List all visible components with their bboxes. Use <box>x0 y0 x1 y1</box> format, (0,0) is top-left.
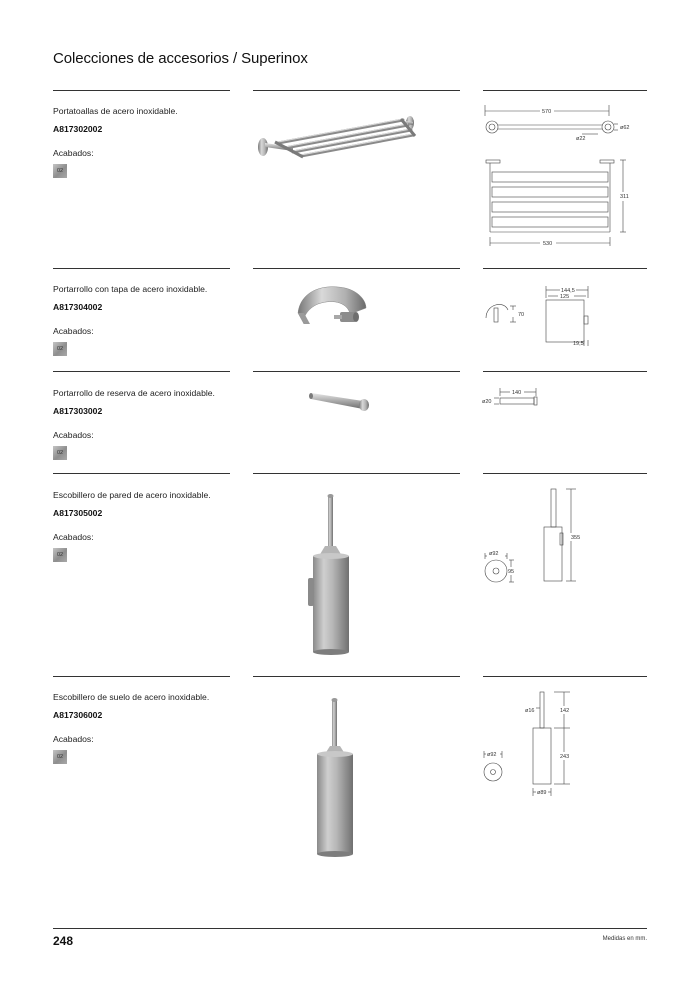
towel-rack-drawing <box>480 100 640 260</box>
divider <box>253 268 460 269</box>
product-code: A817306002 <box>53 710 103 720</box>
dim-label: 311 <box>620 194 629 200</box>
divider <box>253 473 460 474</box>
wall-brush-holder-drawing <box>480 485 600 595</box>
dim-label: 70 <box>518 312 525 318</box>
dim-label: 570 <box>542 109 552 115</box>
dim-label: 530 <box>543 241 553 247</box>
floor-brush-holder-photo <box>305 692 365 862</box>
divider <box>253 90 460 91</box>
finish-swatch: 02 <box>53 342 67 356</box>
footer-divider <box>53 928 647 929</box>
product-code: A817304002 <box>53 302 103 312</box>
divider <box>53 371 230 372</box>
divider <box>483 268 647 269</box>
dim-label: ø92 <box>487 752 497 758</box>
dim-label: 95 <box>508 569 515 575</box>
divider <box>483 90 647 91</box>
divider <box>483 371 647 372</box>
dim-label: ø16 <box>525 708 535 714</box>
finish-swatch: 02 <box>53 750 67 764</box>
product-description: Escobillero de pared de acero inoxidable. <box>53 490 211 500</box>
divider <box>253 371 460 372</box>
product-description: Escobillero de suelo de acero inoxidable. <box>53 692 210 702</box>
dim-label: 125 <box>560 294 570 300</box>
divider <box>253 676 460 677</box>
product-code: A817303002 <box>53 406 103 416</box>
units-note: Medidas en mm. <box>602 936 647 942</box>
finish-swatch: 02 <box>53 446 67 460</box>
product-info <box>53 284 233 356</box>
finish-label: Acabados: <box>53 326 94 336</box>
dim-label: 243 <box>560 754 570 760</box>
dim-label: ø92 <box>489 551 499 557</box>
dim-label: ø22 <box>576 136 586 142</box>
product-code: A817305002 <box>53 508 103 518</box>
product-info <box>53 692 233 764</box>
product-description: Portatoallas de acero inoxidable. <box>53 106 178 116</box>
product-description: Portarrollo de reserva de acero inoxidable. <box>53 388 215 398</box>
divider <box>53 473 230 474</box>
divider <box>483 676 647 677</box>
spare-roll-holder-photo <box>305 385 375 415</box>
page-number: 248 <box>53 934 74 948</box>
dim-label: 19,5 <box>573 341 584 347</box>
product-info <box>53 388 233 460</box>
finish-swatch: 02 <box>53 548 67 562</box>
dim-label: ø89 <box>537 790 547 796</box>
divider <box>53 268 230 269</box>
spare-roll-holder-drawing <box>480 384 560 414</box>
floor-brush-holder-drawing <box>480 688 600 808</box>
finish-label: Acabados: <box>53 734 94 744</box>
product-code: A817302002 <box>53 124 103 134</box>
dim-label: ø62 <box>620 125 630 131</box>
divider <box>53 676 230 677</box>
finish-swatch: 02 <box>53 164 67 178</box>
wall-brush-holder-photo <box>295 490 365 660</box>
covered-roll-holder-drawing <box>480 280 640 350</box>
finish-label: Acabados: <box>53 430 94 440</box>
page-title: Colecciones de accesorios / Superinox <box>53 50 308 67</box>
dim-label: 355 <box>571 535 581 541</box>
dim-label: 144,5 <box>561 288 575 294</box>
divider <box>53 90 230 91</box>
product-description: Portarrollo con tapa de acero inoxidable. <box>53 284 208 294</box>
product-info <box>53 106 233 178</box>
dim-label: 142 <box>560 708 570 714</box>
finish-label: Acabados: <box>53 532 94 542</box>
product-info <box>53 490 233 562</box>
finish-label: Acabados: <box>53 148 94 158</box>
covered-roll-holder-photo <box>290 278 370 338</box>
dim-label: ø20 <box>482 399 492 405</box>
dim-label: 140 <box>512 390 522 396</box>
divider <box>483 473 647 474</box>
towel-rack-photo <box>253 110 423 180</box>
